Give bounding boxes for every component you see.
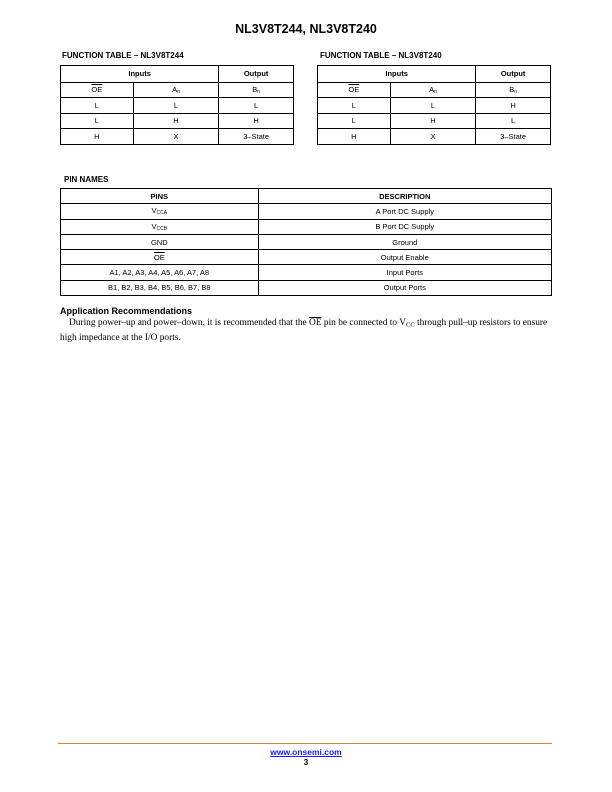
cell-oe: L xyxy=(61,98,134,114)
page-number: 3 xyxy=(303,758,309,767)
desc-cell: Output Ports xyxy=(258,280,551,295)
table-row xyxy=(318,113,551,129)
pin-cell: A1, A2, A3, A4, A5, A6, A7, A8 xyxy=(61,265,259,280)
col-an: $A_n$ xyxy=(390,82,476,98)
col-bn: $B_n$ xyxy=(476,82,551,98)
function-table-244-title: FUNCTION TABLE – NL3V8T244 xyxy=(62,51,184,60)
cell-b: L xyxy=(219,98,294,114)
table-row xyxy=(61,280,552,295)
col-oe: $\overline{OE}$ xyxy=(61,82,134,98)
output-header: Output xyxy=(219,66,294,83)
cell-a: H xyxy=(133,113,219,129)
pin-names-title: PIN NAMES xyxy=(64,175,109,184)
col-description: DESCRIPTION xyxy=(258,189,551,204)
table-row xyxy=(61,113,294,129)
col-pins: PINS xyxy=(61,189,259,204)
cell-b: H xyxy=(219,113,294,129)
desc-cell: Output Enable xyxy=(258,250,551,265)
table-row xyxy=(61,265,552,280)
cell-a: L xyxy=(133,98,219,114)
desc-cell: Input Ports xyxy=(258,265,551,280)
cell-oe: L xyxy=(61,113,134,129)
footer-rule xyxy=(58,743,552,744)
table-row xyxy=(61,204,552,219)
table-row xyxy=(61,219,552,234)
cell-oe: H xyxy=(61,129,134,145)
table-row xyxy=(61,234,552,249)
page-title: NL3V8T244, NL3V8T240 xyxy=(235,22,377,36)
function-table-240 xyxy=(317,65,551,145)
table-row xyxy=(61,98,294,114)
application-text: During power–up and power–down, it is recommended that the $\overline{OE}$ pin be connected to $V_{CC}$ through pull–up resistors to ensure high impedance at the I/O ports. xyxy=(60,318,548,343)
table-row xyxy=(318,129,551,145)
function-table-244 xyxy=(60,65,294,145)
table-row xyxy=(61,129,294,145)
cell-b: 3–State xyxy=(476,129,551,145)
col-oe: $\overline{OE}$ xyxy=(318,82,391,98)
cell-oe: L xyxy=(318,98,391,114)
cell-oe: L xyxy=(318,113,391,129)
desc-cell: B Port DC Supply xyxy=(258,219,551,234)
output-header: Output xyxy=(476,66,551,83)
desc-cell: Ground xyxy=(258,234,551,249)
footer-link[interactable]: www.onsemi.com xyxy=(270,747,342,757)
cell-a: X xyxy=(390,129,476,145)
pin-cell: $V_{CCB}$ xyxy=(61,219,259,234)
function-table-240-title: FUNCTION TABLE – NL3V8T240 xyxy=(320,51,442,60)
cell-oe: H xyxy=(318,129,391,145)
table-row xyxy=(61,250,552,265)
pin-cell: $V_{CCA}$ xyxy=(61,204,259,219)
desc-cell: A Port DC Supply xyxy=(258,204,551,219)
col-bn: $B_n$ xyxy=(219,82,294,98)
inputs-header: Inputs xyxy=(318,66,476,83)
pin-names-table xyxy=(60,188,552,296)
application-title: Application Recommendations xyxy=(60,306,193,316)
cell-b: 3–State xyxy=(219,129,294,145)
table-row xyxy=(318,98,551,114)
cell-a: H xyxy=(390,113,476,129)
pin-cell: GND xyxy=(61,234,259,249)
cell-a: X xyxy=(133,129,219,145)
col-an: $A_n$ xyxy=(133,82,219,98)
pin-cell: $\overline{OE}$ xyxy=(61,250,259,265)
pin-cell: B1, B2, B3, B4, B5, B6, B7, B8 xyxy=(61,280,259,295)
cell-a: L xyxy=(390,98,476,114)
inputs-header: Inputs xyxy=(61,66,219,83)
cell-b: H xyxy=(476,98,551,114)
cell-b: L xyxy=(476,113,551,129)
